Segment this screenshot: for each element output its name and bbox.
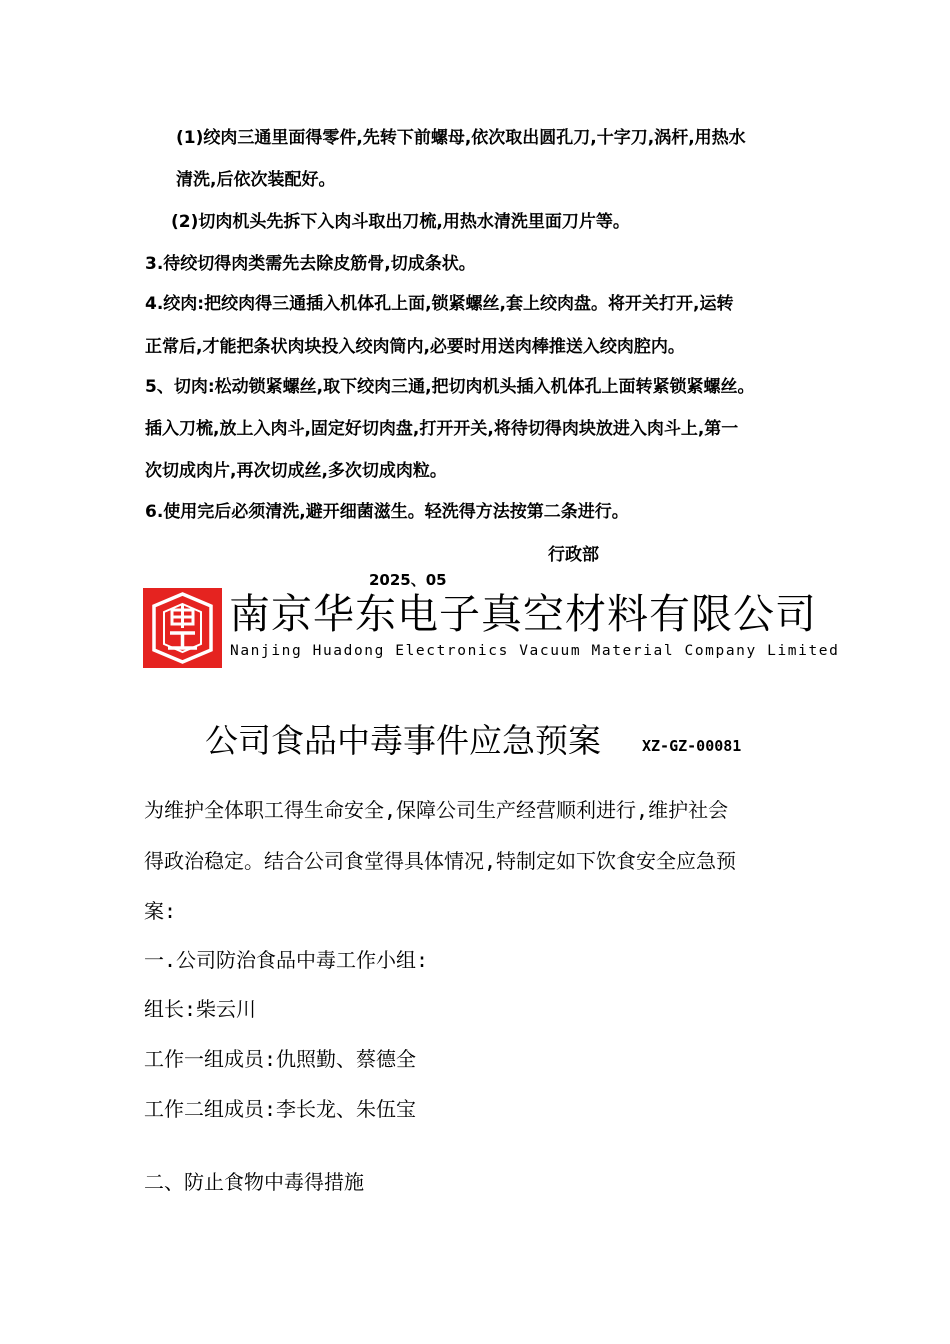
text-line: 组长:柴云川 — [144, 997, 257, 1021]
document-title: 公司食品中毒事件应急预案 — [205, 721, 601, 760]
document-date: 2025、05 — [369, 571, 447, 589]
text-line: 得政治稳定。结合公司食堂得具体情况,特制定如下饮食安全应急预 — [144, 849, 737, 873]
section-heading: 二、防止食物中毒得措施 — [144, 1170, 364, 1194]
section-heading: 一.公司防治食品中毒工作小组: — [144, 948, 429, 972]
company-logo — [143, 588, 222, 668]
text-line: 正常后,才能把条状肉块投入绞肉筒内,必要时用送肉棒推送入绞肉腔内。 — [145, 337, 685, 357]
text-line: 3.待绞切得肉类需先去除皮筋骨,切成条状。 — [145, 254, 476, 274]
text-line: 4.绞肉:把绞肉得三通插入机体孔上面,锁紧螺丝,套上绞肉盘。将开关打开,运转 — [145, 294, 734, 314]
company-name-chinese: 南京华东电子真空材料有限公司 — [229, 590, 817, 638]
company-name-english: Nanjing Huadong Electronics Vacuum Material Company Limited — [230, 643, 840, 659]
department-signature: 行政部 — [548, 545, 599, 565]
text-line: 工作一组成员:仇照勤、蔡德全 — [144, 1047, 417, 1071]
text-line: 6.使用完后必须清洗,避开细菌滋生。轻洗得方法按第二条进行。 — [145, 502, 629, 522]
text-line: 案: — [144, 899, 177, 923]
text-line: 工作二组成员:李长龙、朱伍宝 — [144, 1097, 417, 1121]
text-line: 次切成肉片,再次切成丝,多次切成肉粒。 — [145, 461, 447, 481]
text-line: (2)切肉机头先拆下入肉斗取出刀梳,用热水清洗里面刀片等。 — [171, 212, 630, 232]
text-line: 清洗,后依次装配好。 — [176, 170, 336, 190]
logo-emblem-icon — [143, 588, 222, 668]
document-number: XZ-GZ-00081 — [642, 737, 742, 755]
text-line: 为维护全体职工得生命安全,保障公司生产经营顺利进行,维护社会 — [144, 798, 729, 822]
text-line: 5、切肉:松动锁紧螺丝,取下绞肉三通,把切肉机头插入机体孔上面转紧锁紧螺丝。 — [145, 377, 755, 397]
text-line: (1)绞肉三通里面得零件,先转下前螺母,依次取出圆孔刀,十字刀,涡杆,用热水 — [176, 128, 746, 148]
text-line: 插入刀梳,放上入肉斗,固定好切肉盘,打开开关,将待切得肉块放进入肉斗上,第一 — [145, 419, 739, 439]
